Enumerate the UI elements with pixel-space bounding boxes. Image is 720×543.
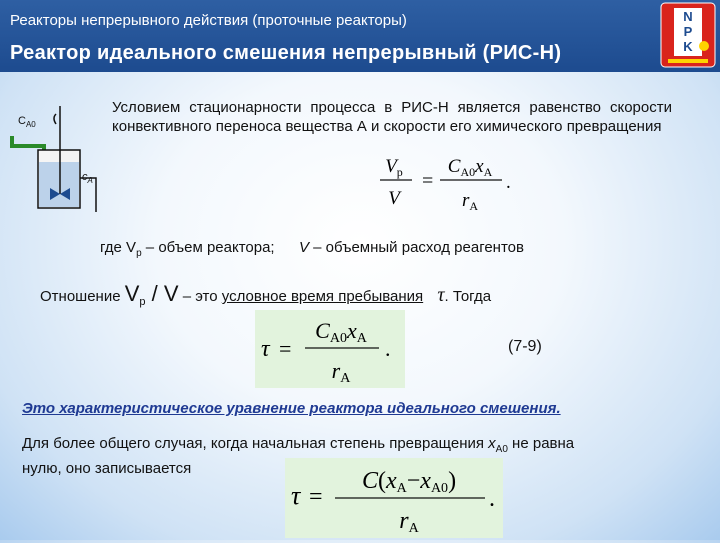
formula-residence-time-box [255, 310, 405, 388]
svg-text:.: . [385, 336, 391, 361]
svg-text:V: V [388, 188, 400, 209]
svg-text:C(xA−xA0): C(xA−xA0) [361, 468, 457, 496]
general-case-paragraph: Для более общего случая, когда начальная степень превращения $x_{A0}$ не равна нулю, оно записывается [22, 435, 575, 477]
formula-general [285, 458, 503, 538]
inlet-label: $C_{A0}$ [18, 115, 36, 129]
ratio-line: Отношение $V_р$ / V – это условное время пребывания τ. Тогда [40, 281, 492, 308]
reactor-liquid [39, 162, 79, 207]
outlet-label: $c_A$ [82, 171, 93, 185]
logo-letter-k: K [683, 39, 693, 54]
svg-text:τ: τ [261, 336, 270, 362]
formula-residence-time [255, 310, 405, 388]
motor-icon [54, 114, 56, 124]
formula-stationarity [372, 150, 522, 220]
flower-icon [699, 41, 709, 51]
intro-paragraph: Условием стационарности процесса в РИС-Н является равенство скорости конвективного переноса вещества А и скорости его химического превращения [112, 99, 672, 135]
equation-number: (7-9) [508, 338, 542, 355]
svg-text:rA: rA [331, 358, 351, 386]
svg-text:CA0xA: $C_{A0}x_A$ [447, 156, 493, 179]
college-logo [660, 2, 716, 68]
svg-text:CA0xA: CA0xA [315, 318, 367, 346]
reactor-diagram [8, 100, 108, 215]
slide-title: Реактор идеального смешения непрерывный (РИС-Н) [10, 42, 562, 64]
svg-text:=: = [422, 170, 434, 192]
svg-text:=: = [309, 484, 323, 510]
logo-letter-n: N [683, 9, 693, 24]
formula-general-box [285, 458, 503, 538]
svg-text:rA: rA [399, 508, 419, 536]
svg-text:rA: $r_A$ [461, 190, 479, 213]
slide-subtitle: Реакторы непрерывного действия (проточные реакторы) [10, 12, 407, 29]
where-line: где $V_р$ – объем реактора; V – объемный расход реагентов [100, 239, 524, 259]
svg-text:Vр: $V_р$ [385, 156, 403, 179]
svg-text:.: . [489, 486, 495, 512]
svg-text:=: = [279, 336, 292, 361]
logo-letter-p: P [683, 24, 693, 39]
characteristic-equation-text: Это характеристическое уравнение реактора идеального смешения. [22, 400, 561, 417]
tau-symbol: τ [437, 284, 445, 306]
svg-text:.: . [506, 172, 511, 193]
svg-text:τ: τ [291, 481, 301, 510]
